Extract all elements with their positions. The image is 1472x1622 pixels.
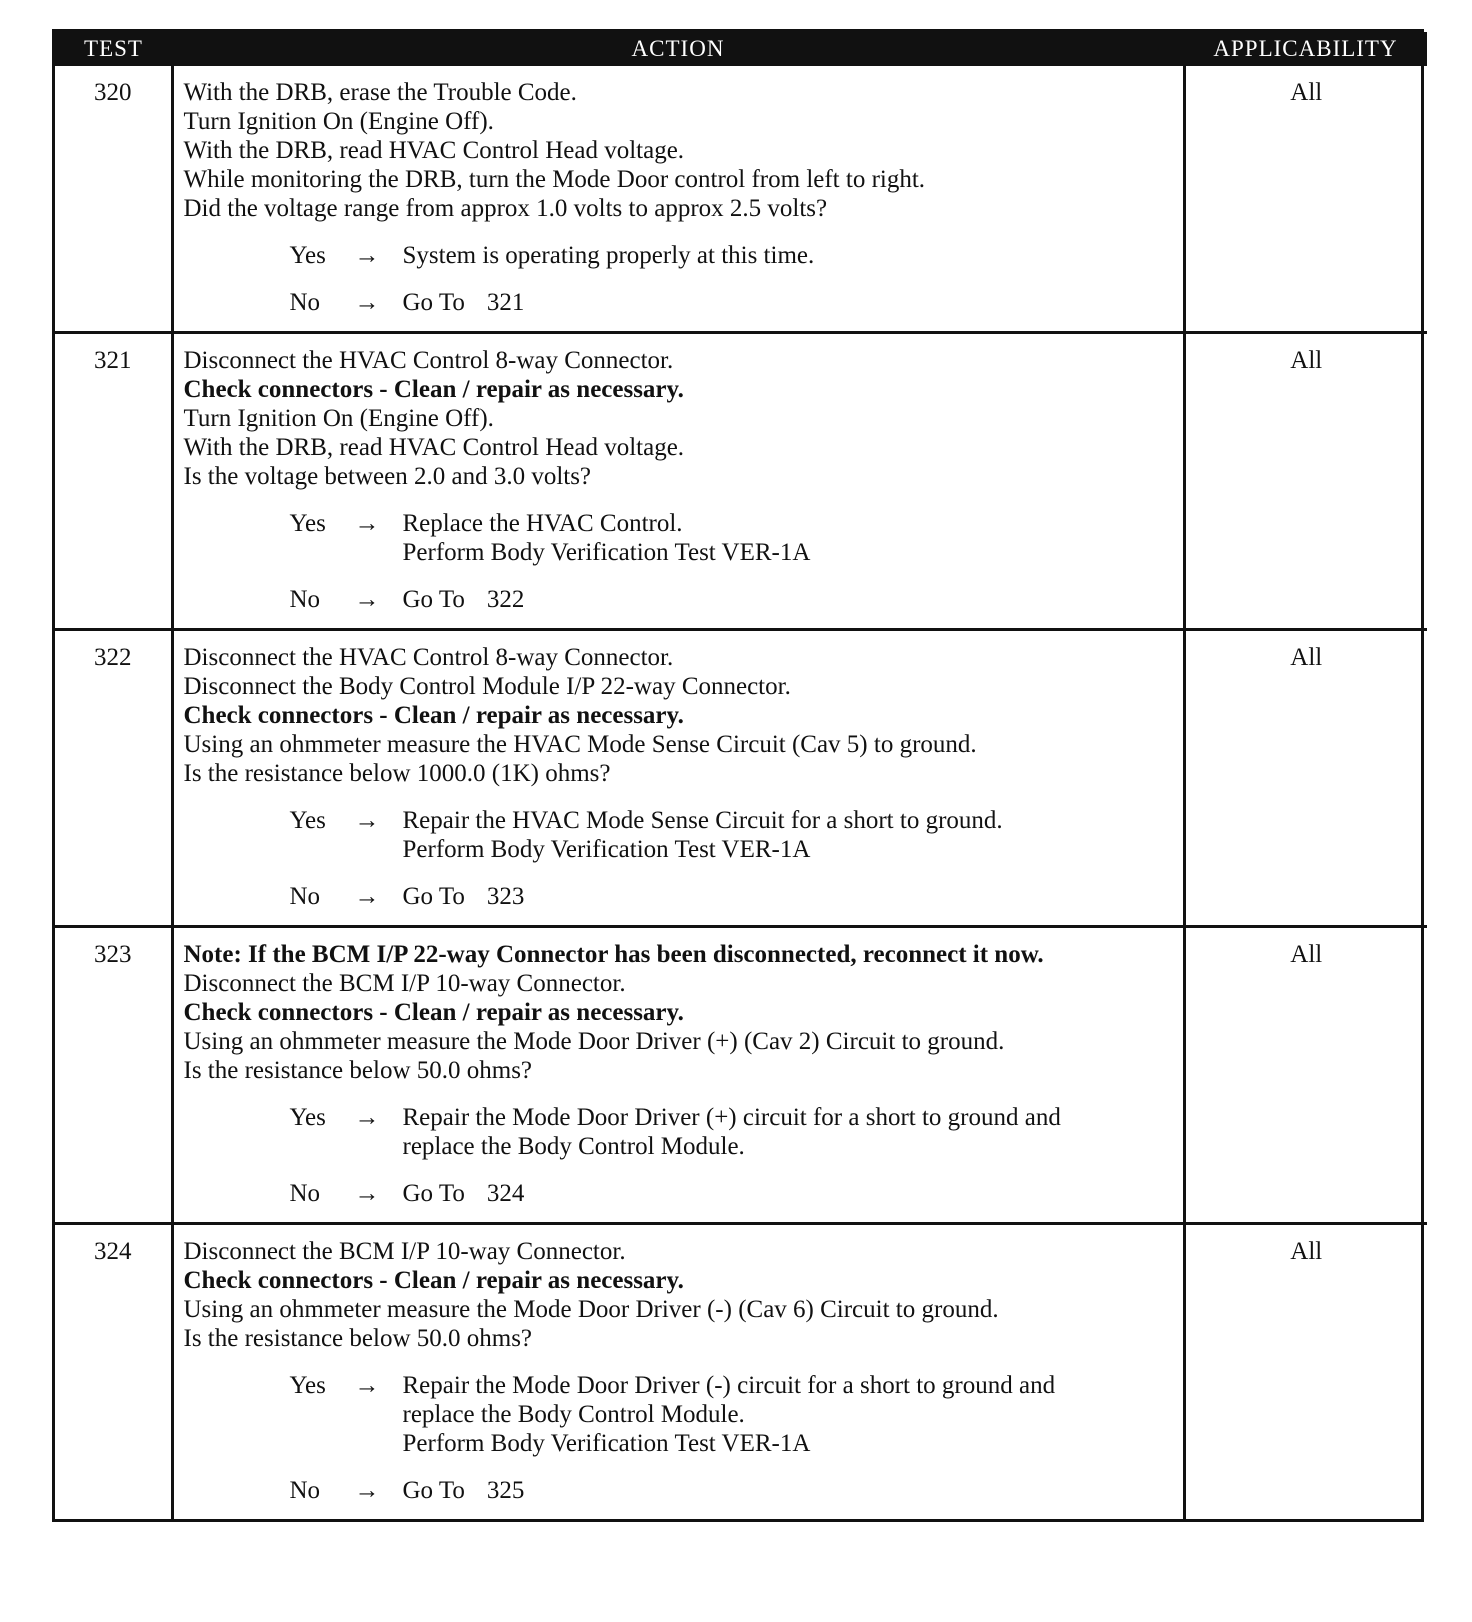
yes-outcome [403,1371,1177,1458]
right-arrow-icon: → [354,1104,380,1131]
action-step: Turn Ignition On (Engine Off). [183,405,494,432]
right-arrow-icon: → [354,289,380,316]
right-arrow-icon: → [354,242,380,269]
action-step-emphasis: Check connectors - Clean / repair as necessary. [183,376,684,403]
yes-outcome [403,1103,1177,1161]
action-step: With the DRB, erase the Trouble Code. [183,79,577,106]
action-step: Using an ohmmeter measure the HVAC Mode Sense Circuit (Cav 5) to ground. [183,731,977,758]
table-row [55,66,1427,333]
no-outcome [403,288,1177,317]
action-step-emphasis: Check connectors - Clean / repair as necessary. [183,999,684,1026]
action-step: Is the resistance below 50.0 ohms? [183,1325,533,1352]
right-arrow-icon: → [354,1372,380,1399]
yes-result [184,241,1177,270]
test-number: 322 [55,630,172,927]
goto-label: Go To [402,289,465,316]
yes-result [184,1103,1177,1161]
yes-outcome-line: replace the Body Control Module. [402,1133,745,1160]
header-action: ACTION [172,32,1184,66]
header-row [55,32,1427,66]
goto-label: Go To [402,1180,465,1207]
action-step: Using an ohmmeter measure the Mode Door Driver (-) (Cav 6) Circuit to ground. [183,1296,999,1323]
action-step-emphasis: Check connectors - Clean / repair as necessary. [183,1267,684,1294]
action-step: Disconnect the Body Control Module I/P 22-way Connector. [183,673,791,700]
table-row [55,1224,1427,1520]
no-result [184,882,1177,911]
right-arrow-icon: → [354,1180,380,1207]
table-row [55,630,1427,927]
action-step-emphasis: Note: If the BCM I/P 22-way Connector has been disconnected, reconnect it now. [183,941,1044,968]
action-cell [172,630,1184,927]
table-body [55,66,1427,1519]
no-label: No [289,289,321,316]
yes-label: Yes [289,1104,326,1131]
yes-label: Yes [289,242,326,269]
right-arrow-icon: → [354,883,380,910]
yes-outcome-line: Repair the Mode Door Driver (-) circuit for a short to ground and [402,1372,1056,1399]
test-number: 323 [55,927,172,1224]
no-outcome [403,1179,1177,1208]
diagnostic-test-table [52,29,1424,1522]
yes-result [184,806,1177,864]
yes-outcome-line: Perform Body Verification Test VER-1A [402,1430,811,1457]
no-label: No [289,1477,321,1504]
action-step: Did the voltage range from approx 1.0 volts to approx 2.5 volts? [183,195,828,222]
yes-outcome-line: replace the Body Control Module. [402,1401,745,1428]
no-outcome [403,882,1177,911]
action-step: Disconnect the BCM I/P 10-way Connector. [183,970,626,997]
test-table [55,32,1427,1519]
table-row [55,333,1427,630]
action-cell [172,1224,1184,1520]
action-step: Disconnect the BCM I/P 10-way Connector. [183,1238,626,1265]
action-step: Is the resistance below 1000.0 (1K) ohms? [183,760,611,787]
test-number: 320 [55,66,172,333]
applicability-cell: All [1184,1224,1427,1520]
action-step: With the DRB, read HVAC Control Head voltage. [183,137,685,164]
action-step: Turn Ignition On (Engine Off). [183,108,494,135]
test-number: 324 [55,1224,172,1520]
no-label: No [289,883,321,910]
action-step-emphasis: Check connectors - Clean / repair as necessary. [183,702,684,729]
goto-test-number: 325 [486,1477,525,1504]
action-step: Disconnect the HVAC Control 8-way Connector. [183,347,674,374]
applicability-cell: All [1184,927,1427,1224]
no-result [184,1179,1177,1208]
test-number: 321 [55,333,172,630]
applicability-cell: All [1290,79,1323,106]
header-test: TEST [55,32,172,66]
yes-outcome-line: System is operating properly at this time. [402,242,815,269]
action-step: Is the resistance below 50.0 ohms? [183,1057,533,1084]
action-step: Using an ohmmeter measure the Mode Door Driver (+) (Cav 2) Circuit to ground. [183,1028,1005,1055]
goto-label: Go To [402,883,465,910]
goto-test-number: 324 [486,1180,525,1207]
action-cell [172,66,1184,333]
no-result [184,288,1177,317]
yes-outcome [403,509,1177,567]
goto-label: Go To [402,1477,465,1504]
yes-result [184,1371,1177,1458]
applicability-cell: All [1184,333,1427,630]
goto-test-number: 321 [486,289,525,316]
no-outcome [403,1476,1177,1505]
yes-outcome-line: Repair the HVAC Mode Sense Circuit for a short to ground. [402,807,1003,834]
applicability-cell: All [1184,630,1427,927]
yes-outcome-line: Perform Body Verification Test VER-1A [402,836,811,863]
action-cell [172,333,1184,630]
right-arrow-icon: → [354,1477,380,1504]
yes-outcome [403,806,1177,864]
action-step: While monitoring the DRB, turn the Mode Door control from left to right. [183,166,926,193]
header-applicability: APPLICABILITY [1184,32,1427,66]
yes-label: Yes [289,807,326,834]
yes-outcome [403,241,1177,270]
yes-result [184,509,1177,567]
action-step: With the DRB, read HVAC Control Head voltage. [183,434,685,461]
action-cell [172,927,1184,1224]
action-step: Is the voltage between 2.0 and 3.0 volts? [183,463,592,490]
action-step: Disconnect the HVAC Control 8-way Connector. [183,644,674,671]
goto-test-number: 322 [486,586,525,613]
right-arrow-icon: → [354,807,380,834]
no-outcome [403,585,1177,614]
no-result [184,585,1177,614]
yes-outcome-line: Repair the Mode Door Driver (+) circuit for a short to ground and [402,1104,1061,1131]
no-label: No [289,586,321,613]
no-result [184,1476,1177,1505]
right-arrow-icon: → [354,510,380,537]
yes-label: Yes [289,510,326,537]
yes-outcome-line: Replace the HVAC Control. [402,510,683,537]
no-label: No [289,1180,321,1207]
right-arrow-icon: → [354,586,380,613]
goto-label: Go To [402,586,465,613]
goto-test-number: 323 [486,883,525,910]
table-row [55,927,1427,1224]
yes-label: Yes [289,1372,326,1399]
yes-outcome-line: Perform Body Verification Test VER-1A [402,539,811,566]
